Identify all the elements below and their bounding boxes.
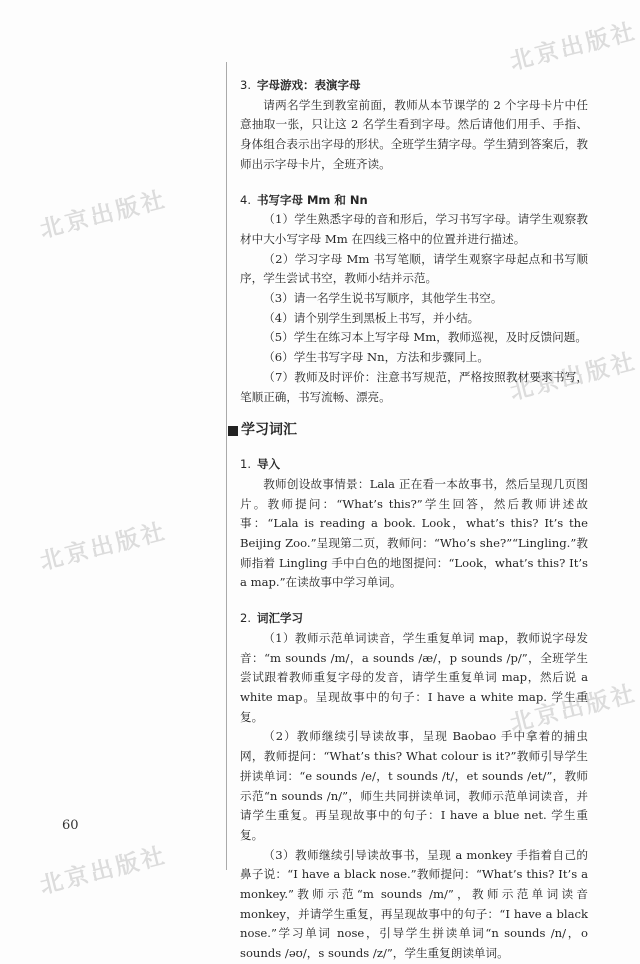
heading-number: 3. [240, 78, 251, 92]
major-heading [228, 419, 588, 443]
heading-text: 书写字母 Mm 和 Nn [256, 192, 368, 207]
square-bullet-icon [228, 426, 238, 436]
section-intro [240, 455, 588, 593]
paragraph: （3）教师继续引导读故事书，呈现 a monkey 手指着自己的鼻子说：“I have a black nose.”教师提问：“What’s this? It’s a monkey.”教师示范“m sounds /m/”，教师示范单词读音 monkey，并请学生重复，再呈现故事中的句子：“I have a black nose.”学习单词 nose，引导学生拼读单词“n sounds /n/，o sounds /əʊ/，s sounds /z/”，学生重复朗读单词。 [240, 847, 588, 961]
section-heading [240, 609, 588, 629]
heading-number: 1. [240, 457, 251, 472]
major-heading-text: 学习词汇 [241, 422, 297, 439]
heading-text: 字母游戏：表演字母 [256, 78, 361, 92]
heading-number: 4. [240, 192, 251, 207]
paragraph: （1）教师示范单词读音，学生重复单词 map，教师说字母发音：“m sounds /m/，a sounds /æ/，p sounds /p/”，全班学生尝试跟着教师重复字母的发音，请学生重复单词 map，然后说 a white map。呈现故事中的句子：I have a white map. 学生重复。 [240, 630, 588, 724]
watermark: 北京出版社 [507, 348, 640, 406]
section-letter-game [240, 76, 588, 175]
section-heading [240, 455, 588, 475]
paragraph: 请两名学生到教室前面，教师从本节课学的 2 个字母卡片中任意抽取一张，只让这 2 名学生看到字母。然后请他们用手、手指、身体组合表示出字母的形状。全班学生猜字母。学生猜到答案后，教师出示字母卡片，全班齐读。 [240, 97, 588, 171]
paragraph: （2）教师继续引导读故事，呈现 Baobao 手中拿着的捕虫网，教师提问：“What’s this? What colour is it?”教师引导学生拼读单词：“e sounds /e/，t sounds /t/，et sounds /et/”，教师示范“n sounds /n/”，师生共同拼读单词，教师示范单词读音，并请学生重复。再呈现故事中的句子：I have a blue net. 学生重复。 [240, 729, 588, 842]
watermark: 北京出版社 [37, 186, 170, 244]
page-number: 60 [62, 818, 79, 833]
section-writing-letters [240, 191, 588, 408]
watermark: 北京出版社 [507, 680, 640, 738]
heading-number: 2. [240, 611, 251, 626]
watermark: 北京出版社 [507, 18, 640, 76]
paragraph: （1）学生熟悉字母的音和形后，学习书写字母。请学生观察教材中大小写字母 Mm 在四线三格中的位置并进行描述。 [240, 212, 588, 246]
section-heading [240, 191, 588, 211]
page-content [240, 76, 588, 964]
section-heading [240, 76, 588, 96]
page-spine-divider [226, 62, 227, 870]
watermark: 北京出版社 [37, 518, 170, 576]
paragraph: 教师创设故事情景：Lala 正在看一本故事书，然后呈现几页图片。教师提问：“What’s this?”学生回答，然后教师讲述故事：“Lala is reading a book. Look，what’s this? It’s the Beijing Zoo.”呈现第二页，教师问：“Who’s she?”“Lingling.”教师指着 Lingling 手中白色的地图提问：“Look，what’s this? It’s a map.”在读故事中学习单词。 [240, 476, 588, 590]
watermark: 北京出版社 [37, 842, 170, 900]
heading-text: 导入 [256, 457, 280, 472]
paragraph: （5）学生在练习本上写字母 Mm，教师巡视，及时反馈问题。 [263, 330, 587, 345]
heading-text: 词汇学习 [256, 611, 303, 626]
paragraph: （2）学习字母 Mm 书写笔顺，请学生观察字母起点和书写顺序，学生尝试书空，教师小结并示范。 [240, 251, 588, 286]
section-vocab-learning [240, 609, 588, 964]
paragraph: （3）请一名学生说书写顺序，其他学生书空。 [263, 291, 503, 306]
paragraph: （6）学生书写字母 Nn，方法和步骤同上。 [263, 350, 489, 365]
paragraph: （7）教师及时评价：注意书写规范，严格按照教材要求书写，笔顺正确，书写流畅、漂亮。 [240, 369, 588, 404]
paragraph: （4）请个别学生到黑板上书写，并小结。 [263, 310, 480, 325]
